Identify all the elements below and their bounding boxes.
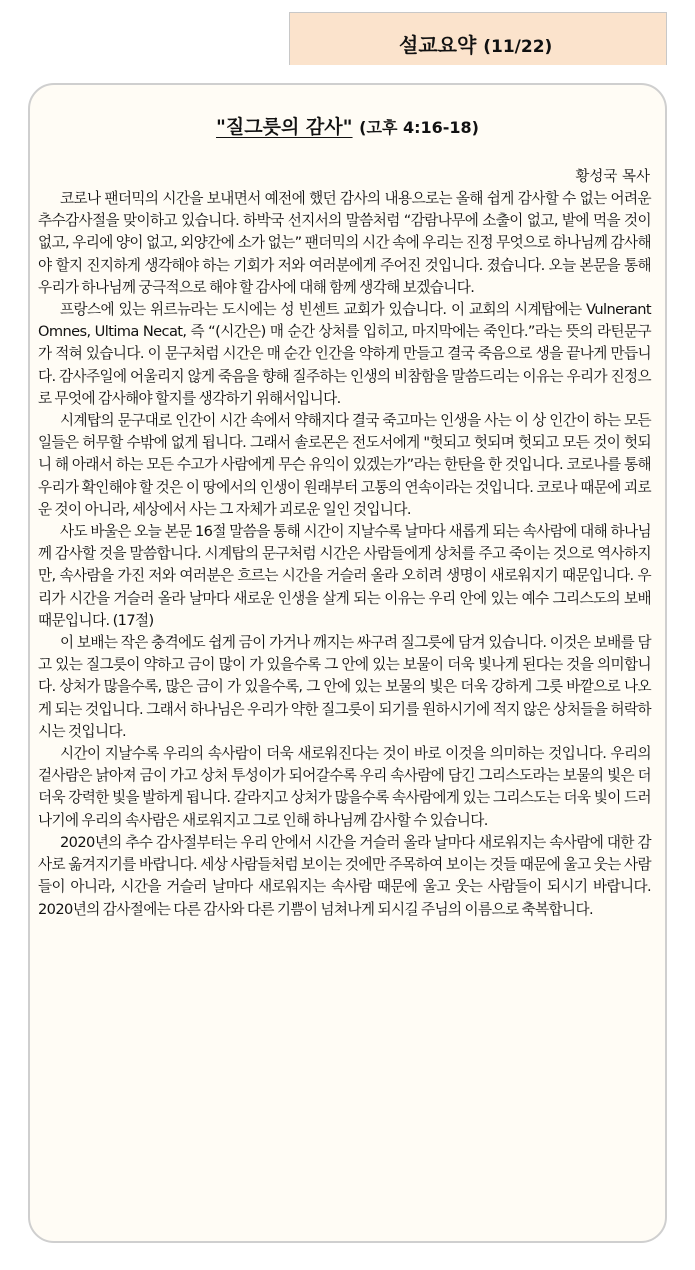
paragraph: 시계탑의 문구대로 인간이 시간 속에서 약해지다 결국 죽고마는 인생을 사는 이 상 인간이 하는 모든 일들은 허무할 수밖에 없게 됩니다. 그래서 솔로몬은 전도서에게 "헛되고 헛되며 헛되고 모든 것이 헛되니 해 아래서 하는 모든 수고가 사람에게 무슨 유익이 있겠는가”라는 한탄을 한 것입니다. 코로나를 통해 우리가 확인해야 할 것은 이 땅에서의 인생이 원래부터 고통의 연속이라는 것입니다. 코로나 때문에 괴로운 것이 아니라, 세상에서 사는 그 자체가 괴로운 일인 것입니다. [38,412,651,518]
sermon-heading [0,112,695,139]
paragraph: 이 보배는 작은 충격에도 쉽게 금이 가거나 깨지는 싸구려 질그릇에 담겨 있습니다. 이것은 보배를 담고 있는 질그릇이 약하고 금이 많이 가 있을수록 그 안에 있는 보물이 더욱 빛나게 된다는 것을 의미합니다. 상처가 많을수록, 많은 금이 가 있을수록, 그 안에 있는 보물의 빛은 더욱 강하게 그릇 바깥으로 나오게 되는 것입니다. 그래서 하나님은 우리가 약한 질그릇이 되기를 원하시기에 적지 않은 상처들을 허락하시는 것입니다. [38,634,651,740]
header-date: (11/22) [483,37,553,57]
sermon-author: 황성국 목사 [575,169,650,185]
paragraph: 사도 바울은 오늘 본문 16절 말씀을 통해 시간이 지날수록 날마다 새롭게 되는 속사람에 대해 하나님께 감사할 것을 말씀합니다. 시계탑의 문구처럼 시간은 사람들에게 상처를 주고 죽이는 것으로 역사하지만, 속사람을 가진 저와 여러분은 흐르는 시간을 거슬러 올라 오히려 생명이 새로워지기 때문입니다. 우리가 시간을 거슬러 올라 날마다 새로운 인생을 살게 되는 이유는 우리 안에 있는 예수 그리스도의 보배 때문입니다. (17절) [38,523,651,629]
sermon-title: "질그릇의 감사" [216,116,353,138]
header-title: 설교요약 [399,33,477,57]
sermon-body [38,188,651,921]
page-header [399,29,552,58]
paragraph: 시간이 지날수록 우리의 속사람이 더욱 새로워진다는 것이 바로 이것을 의미하는 것입니다. 우리의 겉사람은 낡아져 금이 가고 상처 투성이가 되어갈수록 우리 속사람에 담긴 그리스도라는 보물의 빛은 더더욱 강력한 빛을 발하게 됩니다. 갈라지고 상처가 많을수록 속사람에게 있는 그리스도는 더욱 빛이 드러나기에 우리의 속사람은 새로워지고 그로 인해 하나님께 감사할 수 있습니다. [38,745,651,829]
paragraph: 2020년의 추수 감사절부터는 우리 안에서 시간을 거슬러 올라 날마다 새로워지는 속사람에 대한 감사로 옮겨지기를 바랍니다. 세상 사람들처럼 보이는 것에만 주목하여 보이는 것들 때문에 울고 웃는 사람들이 아니라, 시간을 거슬러 날마다 새로워지는 속사람 때문에 울고 웃는 사람들이 되시기 바랍니다. 2020년의 감사절에는 다른 감사와 다른 기쁨이 넘쳐나게 되시길 주님의 이름으로 축복합니다. [38,833,651,918]
paragraph: 프랑스에 있는 위르뉴라는 도시에는 성 빈센트 교회가 있습니다. 이 교회의 시계탑에는 Vulnerant Omnes, Ultima Necat, 즉 “(시간은) 매 순간 상처를 입히고, 마지막에는 죽인다.”라는 뜻의 라틴문구가 적혀 있습니다. 이 문구처럼 시간은 매 순간 인간을 약하게 만들고 결국 죽음으로 생을 끝나게 만듭니다. 감사주일에 어울리지 않게 죽음을 향해 질주하는 인생의 비참함을 말씀드리는 이유는 우리가 진정으로 무엇에 감사해야 할지를 생각하기 위해서입니다. [38,301,651,407]
paragraph: 코로나 팬더믹의 시간을 보내면서 예전에 했던 감사의 내용으로는 올해 쉽게 감사할 수 없는 어려운 추수감사절을 맞이하고 있습니다. 하박국 선지서의 말씀처럼 “감람나무에 소출이 없고, 밭에 먹을 것이 없고, 우리에 양이 없고, 외양간에 소가 없는” 팬더믹의 시간 속에 우리는 진정 무엇으로 하나님께 감사해야 할지 진지하게 생각해야 하는 기회가 저와 여러분에게 주어진 것입니다. 졌습니다. 오늘 본문을 통해 우리가 하나님께 궁극적으로 해야 할 감사에 대해 함께 생각해 보겠습니다. [38,190,651,296]
scripture-reference: (고후 4:16-18) [359,118,479,137]
